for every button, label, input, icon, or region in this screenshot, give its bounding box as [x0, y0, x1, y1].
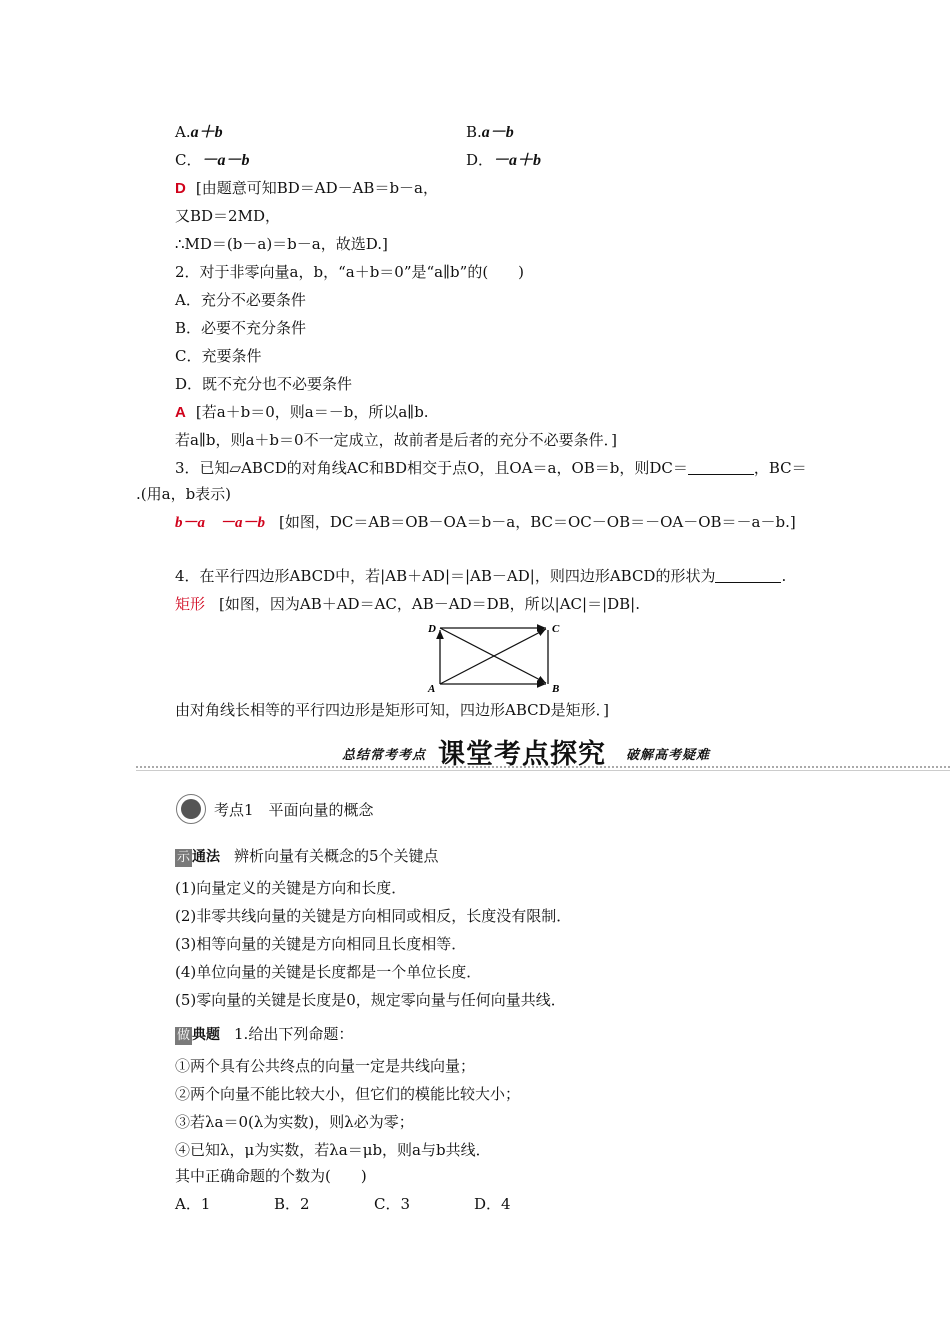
- q1-answer: D: [175, 180, 186, 197]
- q2-option-c: C．充要条件: [175, 347, 262, 365]
- point-2: (2)非零共线向量的关键是方向相同或相反，长度没有限制．: [175, 907, 572, 925]
- q2-explanation-2: 若a∥b，则a＋b＝0不一定成立，故前者是后者的充分不必要条件．]: [175, 431, 617, 449]
- q2-answer-line: [175, 402, 429, 423]
- point-1: (1)向量定义的关键是方向和长度．: [175, 879, 407, 897]
- claim-1: ①两个具有公共终点的向量一定是共线向量；: [175, 1057, 476, 1075]
- q4-explanation-1: [如图，因为AB＋AD＝AC，AB－AD＝DB，所以|AC|＝|DB|.: [219, 595, 640, 613]
- tongfa-tag: 示: [177, 850, 191, 865]
- q4-stem-line: [175, 566, 786, 586]
- claim-2: ②两个向量不能比较大小，但它们的模能比较大小；: [175, 1085, 521, 1103]
- q2-explanation-1: [若a＋b＝0，则a＝－b，所以a∥b.: [195, 403, 429, 421]
- q3-answer-line: [175, 512, 796, 533]
- banner-divider: [136, 766, 950, 768]
- q1-option-a-value: a＋b: [190, 124, 223, 141]
- example-option-d: D．4: [474, 1195, 511, 1213]
- kaodian-circle-icon: [176, 794, 206, 824]
- q3-stem-line-1: [175, 458, 807, 478]
- q3-explanation: [如图，DC＝AB＝OB－OA＝b－a，BC＝OC－OB＝－OA－OB＝－a－b.]: [279, 513, 796, 531]
- diantí-heading: [175, 1024, 353, 1045]
- q1-option-b-letter: B.: [466, 123, 482, 141]
- q4-stem-end: .: [781, 567, 787, 585]
- diagonal-db: [440, 628, 546, 683]
- section-banner: [136, 732, 950, 776]
- kaodian-title: 考点1 平面向量的概念: [214, 801, 374, 819]
- example-stem: 1.给出下列命题：: [234, 1025, 354, 1043]
- q2-stem: 2．对于非零向量a，b，“a＋b＝0”是“a∥b”的( ): [175, 263, 525, 281]
- q1-option-b-value: a－b: [481, 124, 514, 141]
- q1-explanation-2: 又BD＝2MD，: [175, 207, 280, 225]
- q1-option-b: [466, 122, 514, 143]
- label-b: B: [552, 683, 560, 695]
- example-option-a: A．1: [175, 1195, 211, 1213]
- tongfa-tag-text: 通法: [192, 849, 221, 865]
- q4-answer-line: [175, 594, 640, 614]
- example-question: 其中正确命题的个数为( ): [175, 1167, 367, 1185]
- q2-answer: A: [175, 404, 186, 421]
- banner-title: 课堂考点探究: [438, 739, 606, 770]
- q3-blank-dc: [688, 460, 754, 475]
- q2-option-b: B．必要不充分条件: [175, 319, 307, 337]
- q1-answer-line: [175, 178, 438, 199]
- rectangle-diagram: [420, 616, 570, 696]
- diagonal-ac: [440, 629, 546, 684]
- claim-4: ④已知λ，μ为实数，若λa＝μb，则a与b共线．: [175, 1141, 491, 1159]
- q4-blank: [715, 568, 781, 583]
- q2-option-a: A．充分不必要条件: [175, 291, 306, 309]
- banner-divider-2: [136, 770, 950, 771]
- point-5: (5)零向量的关键是长度是0，规定零向量与任何向量共线．: [175, 991, 566, 1009]
- banner-right-text: 破解高考疑难: [626, 748, 711, 763]
- q1-option-d-letter: D．: [466, 151, 494, 169]
- q1-explanation-1: [由题意可知BD＝AD－AB＝b－a，: [195, 179, 439, 197]
- q4-stem: 4．在平行四边形ABCD中，若|AB＋AD|＝|AB－AD|，则四边形ABCD的形状为: [175, 567, 716, 585]
- example-option-c: C．3: [374, 1195, 411, 1213]
- q1-option-c: [175, 150, 250, 171]
- dianti-tag: 做: [177, 1028, 191, 1043]
- q3-stem-2: .(用a，b表示): [136, 485, 232, 503]
- q1-option-d-value: －a＋b: [493, 152, 542, 169]
- q1-option-a-letter: A.: [175, 123, 191, 141]
- q4-explanation-2: 由对角线长相等的平行四边形是矩形可知，四边形ABCD是矩形．]: [175, 701, 609, 719]
- q1-option-d: [466, 150, 541, 171]
- q4-answer: 矩形: [175, 595, 206, 613]
- label-a: A: [428, 683, 436, 695]
- banner-left-text: 总结常考考点: [342, 748, 427, 763]
- q3-stem-1: 3．已知▱ABCD的对角线AC和BD相交于点O，且OA＝a，OB＝b，则DC＝: [175, 459, 688, 477]
- q1-option-a: [175, 122, 223, 143]
- q2-option-d: D．既不充分也不必要条件: [175, 375, 353, 393]
- claim-3: ③若λa＝0(λ为实数)，则λ必为零；: [175, 1113, 414, 1131]
- label-d: D: [428, 623, 436, 635]
- point-3: (3)相等向量的关键是方向相同且长度相等．: [175, 935, 467, 953]
- q3-answer: b－a －a－b: [175, 515, 266, 531]
- point-4: (4)单位向量的关键是长度都是一个单位长度．: [175, 963, 482, 981]
- dianti-tag-text: 典题: [192, 1027, 221, 1043]
- tongfa-title: 辨析向量有关概念的5个关键点: [234, 847, 439, 865]
- q1-option-c-letter: C．: [175, 151, 202, 169]
- label-c: C: [552, 623, 560, 635]
- example-option-b: B．2: [274, 1195, 310, 1213]
- q1-option-c-value: －a－b: [201, 152, 250, 169]
- tongfa-heading: [175, 846, 439, 867]
- q3-stem-1b: ，BC＝: [753, 459, 807, 477]
- q1-explanation-3: ∴MD＝(b－a)＝b－a，故选D.]: [175, 235, 388, 253]
